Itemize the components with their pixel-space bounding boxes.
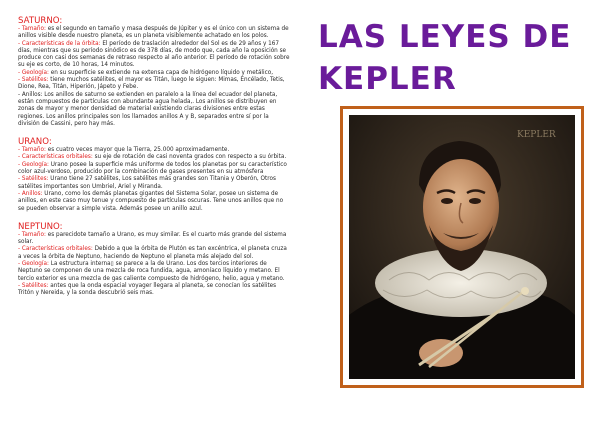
- item-key: - Tamaño:: [18, 231, 46, 238]
- item-text: en su superficie se extiende na extensa capa de hidrógeno líquido y metálico,: [48, 69, 274, 76]
- item-text: es parecidote tamaño a Urano, es muy similar. Es el cuarto más grande del sistema solar.: [18, 231, 287, 246]
- urano-satellites: [18, 176, 290, 191]
- item-text: Urano, como los demás planetas gigantes del Sistema Solar, posee un sistema de anillos, en este caso muy tenue y compuesto de partículas oscuras. Tene unos anillos que no se pueden observar a simple vista. Además posee un anillo azul.: [18, 190, 284, 212]
- item-text: es cuatro veces mayor que la Tierra, 25.000 aproximadamente.: [45, 147, 230, 154]
- item-key: - Satélites:: [18, 282, 49, 289]
- item-text: - Anillos: Los anillos de saturno se extienden en paralelo a la línea del ecuador del planeta, están compuestos de partículas con abundante agua helada,. Los anillos se distribuyen en zonas de mayor y menor densidad de material existiendo claras divisiones entre estas regiones. Los anillos principales son los llamados anillos A y B, separados entre sí por la división de Cassini, pero hay más.: [18, 91, 278, 127]
- planet-notes: [18, 16, 290, 307]
- item-key: - Satélites:: [18, 176, 49, 183]
- neptuno-section: [18, 222, 290, 298]
- saturno-section: [18, 16, 290, 128]
- item-key: - Satélites:: [18, 77, 49, 84]
- urano-rings: [18, 191, 290, 213]
- item-key: - Anillos:: [18, 190, 43, 197]
- item-key: - Características orbitales:: [18, 246, 93, 253]
- item-text: Urano tiene 27 satélites, Los satélites más grandes son Titania y Oberón, Otros satélites importantes son Umbriel, Ariel y Miranda.: [18, 176, 276, 190]
- neptuno-size: [18, 232, 290, 247]
- title-line-1: LAS LEYES DE: [318, 19, 572, 55]
- neptuno-geology: [18, 261, 290, 283]
- item-key: - Tamaño:: [18, 26, 46, 32]
- item-key: - Características de la órbita:: [18, 40, 101, 47]
- item-key: - Geología:: [18, 69, 49, 76]
- saturno-rings: [18, 92, 290, 128]
- urano-heading: URANO:: [18, 137, 52, 148]
- item-text: es el segundo en tamaño y masa después de Júpiter y es el único con un sistema de anillos visible desde nuestro planeta, es un planeta visiblemente achatado en los polos.: [18, 26, 289, 40]
- saturno-satellites: [18, 77, 290, 92]
- saturno-size: [18, 26, 290, 41]
- item-key: - Geología:: [18, 161, 49, 168]
- item-text: La estructura interna▯ se parece a la de Urano. Los dos tercios interiores de Neptuno se componen de una mezcla de roca fundida, agua, amoníaco líquido y metano. El tercio exterior es una mezcla de gas caliente compuesto de hidrógeno, helio, agua y metano.: [18, 261, 285, 282]
- kepler-portrait: [349, 115, 575, 379]
- portrait-frame: [340, 106, 584, 388]
- saturno-orbit: [18, 41, 290, 70]
- item-key: - Geología:: [18, 261, 49, 268]
- page-title: [318, 16, 588, 100]
- title-line-2: KEPLER: [318, 61, 457, 97]
- saturno-geology: [18, 70, 290, 77]
- urano-orbit: [18, 154, 290, 161]
- urano-geology: [18, 162, 290, 177]
- item-text: El período de traslación alrededor del Sol es de 29 años y 167 días, mientras que su período sinódico es de 378 días, de modo que, cada año la oposición se produce con casi dos semanas de retraso respecto al año anterior. El período de rotación sobre su eje es corto, de 10 horas, 14 minutos.: [18, 40, 290, 69]
- neptuno-heading: NEPTUNO:: [18, 221, 63, 232]
- item-text: Urano posee la superficie más uniforme de todos los planetas por su característico color azul-verdoso, producido por la combinación de gases presentes en su atmósfera: [18, 161, 287, 176]
- neptuno-satellites: [18, 283, 290, 298]
- item-text: Debido a que la órbita de Plutón es tan excéntrica, el planeta cruza a veces la órbita de Neptuno, haciendo de Neptuno el planeta más alejado del sol.: [18, 246, 287, 260]
- item-key: - Características orbitales:: [18, 154, 93, 161]
- urano-section: [18, 137, 290, 213]
- portrait-inscription: KEPLER: [517, 130, 556, 140]
- item-text: antes que la onda espacial voyager llegara al planeta, se conocían los satélites Tritón y Nereida, y la sonda descubrió seis mas.: [18, 282, 277, 297]
- portrait-illustration: [349, 115, 575, 379]
- item-key: - Tamaño:: [18, 147, 46, 154]
- item-text: su eje de rotación de casi noventa grados con respecto a su órbita.: [92, 154, 287, 161]
- saturno-heading: SATURNO:: [18, 16, 63, 26]
- neptuno-orbit: [18, 246, 290, 261]
- item-text: tiene muchos satélites, el mayor es Titán, luego le siguen: Mimas, Encélado, Tetis, Dione, Rea, Titán, Hiperión, Jápeto y Febe.: [18, 77, 285, 91]
